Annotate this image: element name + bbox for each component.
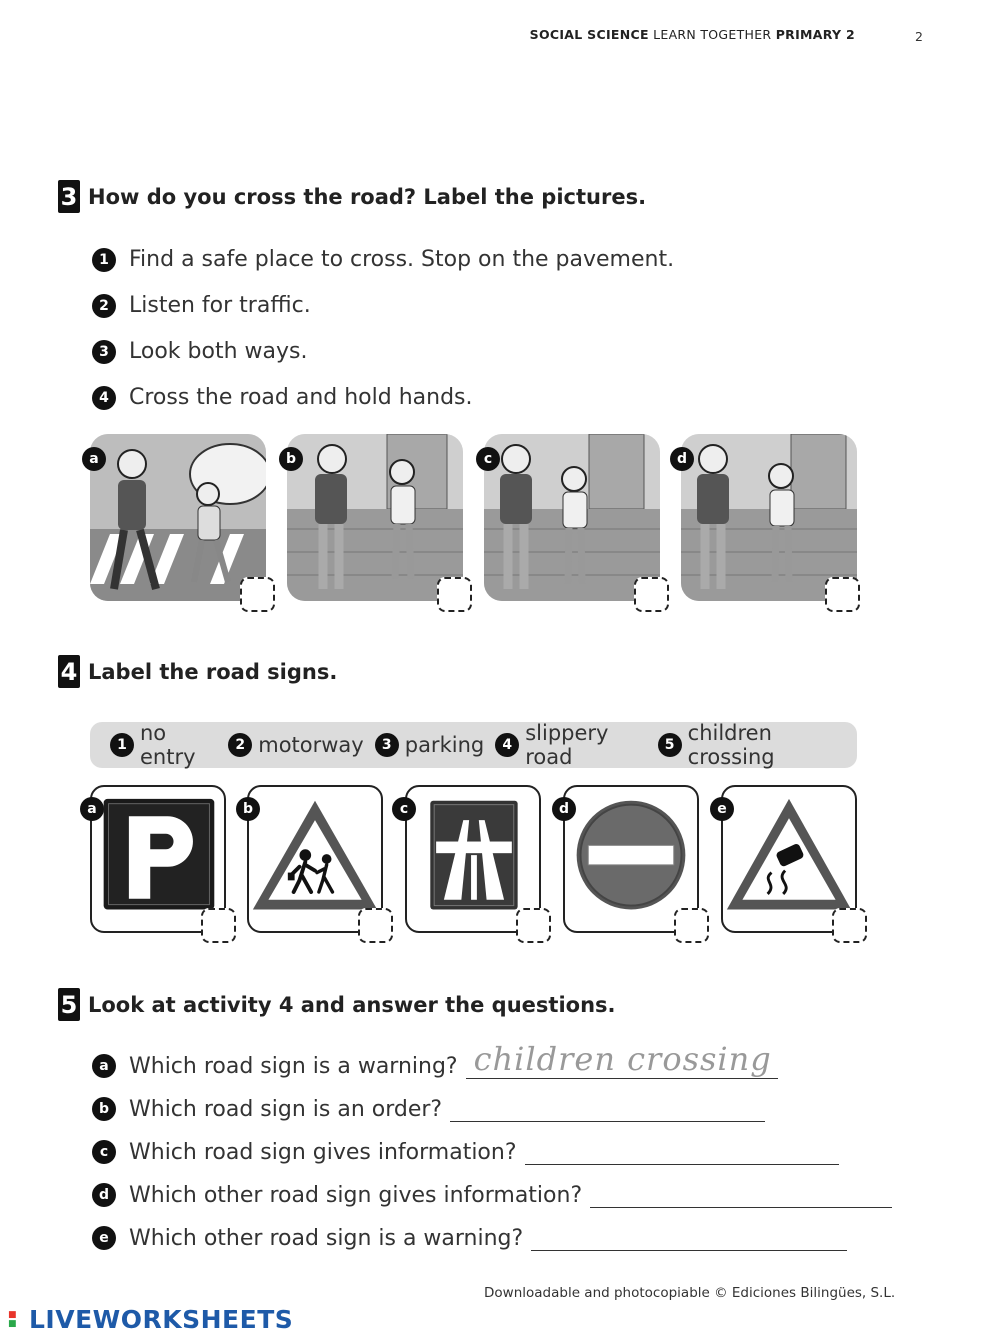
step-number: 1 bbox=[92, 248, 116, 272]
activity-5-number: 5 bbox=[58, 988, 80, 1021]
question-letter: e bbox=[92, 1226, 116, 1250]
answer-field[interactable] bbox=[531, 1225, 847, 1251]
answer-field[interactable] bbox=[450, 1096, 765, 1122]
header-series: LEARN TOGETHER bbox=[653, 27, 772, 42]
activity-4-number: 4 bbox=[58, 655, 80, 688]
question-text: Which road sign gives information? bbox=[129, 1139, 517, 1165]
answer-handwriting: children crossing bbox=[473, 1040, 772, 1078]
step-number: 3 bbox=[92, 340, 116, 364]
question-item bbox=[92, 1096, 765, 1122]
picture-crossing-road bbox=[90, 434, 266, 601]
answer-box[interactable] bbox=[825, 577, 860, 612]
word-bank-number: 1 bbox=[110, 733, 134, 757]
liveworksheets-logo[interactable] bbox=[8, 1305, 293, 1334]
header-level: PRIMARY 2 bbox=[775, 27, 855, 42]
word-bank-text: slippery road bbox=[525, 721, 609, 769]
step-text: Find a safe place to cross. Stop on the pavement. bbox=[129, 247, 675, 272]
word-bank-number: 3 bbox=[375, 733, 399, 757]
step-text: Listen for traffic. bbox=[129, 293, 311, 318]
word-bank-text: motorway bbox=[258, 733, 364, 757]
picture-label-d: d bbox=[670, 447, 694, 471]
sign-label-e: e bbox=[710, 797, 734, 821]
word-bank-text: children crossing bbox=[687, 721, 775, 769]
word-bank-text: no entry bbox=[140, 721, 196, 769]
word-bank-item bbox=[228, 733, 364, 757]
question-item bbox=[92, 1182, 892, 1208]
step-text: Look both ways. bbox=[129, 339, 308, 364]
picture-stopping bbox=[484, 434, 660, 601]
answer-box[interactable] bbox=[634, 577, 669, 612]
step-item bbox=[92, 247, 674, 272]
question-text: Which other road sign is a warning? bbox=[129, 1225, 524, 1251]
activity-3-number: 3 bbox=[58, 180, 80, 213]
sign-label-b: b bbox=[236, 797, 260, 821]
activity-5-title bbox=[58, 988, 616, 1021]
page-header bbox=[530, 27, 855, 42]
activity-5-heading: Look at activity 4 and answer the questions. bbox=[88, 992, 616, 1017]
sign-label-d: d bbox=[552, 797, 576, 821]
step-item bbox=[92, 339, 307, 364]
answer-box[interactable] bbox=[437, 577, 472, 612]
copyright-notice: Downloadable and photocopiable © Ediciones Bilingües, S.L. bbox=[484, 1285, 896, 1301]
answer-field[interactable] bbox=[590, 1182, 892, 1208]
liveworksheets-icon: ■ ■ bbox=[8, 1309, 17, 1329]
answer-box[interactable] bbox=[832, 908, 867, 943]
question-letter: a bbox=[92, 1054, 116, 1078]
question-item bbox=[92, 1139, 839, 1165]
step-text: Cross the road and hold hands. bbox=[129, 385, 473, 410]
step-number: 2 bbox=[92, 294, 116, 318]
word-bank-item bbox=[110, 721, 217, 769]
activity-3-heading: How do you cross the road? Label the pictures. bbox=[88, 184, 647, 209]
question-text: Which road sign is a warning? bbox=[129, 1053, 458, 1079]
question-item bbox=[92, 1225, 847, 1251]
picture-label-a: a bbox=[82, 447, 106, 471]
answer-box[interactable] bbox=[240, 577, 275, 612]
picture-label-c: c bbox=[476, 447, 500, 471]
answer-box[interactable] bbox=[516, 908, 551, 943]
answer-box[interactable] bbox=[674, 908, 709, 943]
picture-label-b: b bbox=[279, 447, 303, 471]
question-letter: c bbox=[92, 1140, 116, 1164]
step-number: 4 bbox=[92, 386, 116, 410]
question-text: Which other road sign gives information? bbox=[129, 1182, 583, 1208]
step-item bbox=[92, 385, 473, 410]
activity-3-title bbox=[58, 180, 646, 213]
question-text: Which road sign is an order? bbox=[129, 1096, 443, 1122]
activity-4-heading: Label the road signs. bbox=[88, 659, 338, 684]
word-bank-item bbox=[375, 733, 484, 757]
answer-box[interactable] bbox=[358, 908, 393, 943]
word-bank-text: parking bbox=[404, 733, 485, 757]
liveworksheets-brand: LIVEWORKSHEETS bbox=[29, 1305, 294, 1334]
page-number: 2 bbox=[915, 29, 923, 44]
picture-listening bbox=[287, 434, 463, 601]
question-letter: d bbox=[92, 1183, 116, 1207]
sign-label-c: c bbox=[392, 797, 416, 821]
answer-field[interactable] bbox=[525, 1139, 839, 1165]
word-bank-number: 4 bbox=[495, 733, 519, 757]
answer-field[interactable] bbox=[466, 1040, 778, 1079]
sign-label-a: a bbox=[80, 797, 104, 821]
header-subject: SOCIAL SCIENCE bbox=[529, 27, 649, 42]
question-letter: b bbox=[92, 1097, 116, 1121]
word-bank-item bbox=[658, 721, 846, 769]
word-bank-number: 2 bbox=[228, 733, 252, 757]
question-item bbox=[92, 1040, 778, 1079]
activity-4-title bbox=[58, 655, 337, 688]
word-bank-item bbox=[495, 721, 646, 769]
picture-looking bbox=[681, 434, 857, 601]
word-bank bbox=[90, 722, 857, 768]
word-bank-number: 5 bbox=[658, 733, 682, 757]
answer-box[interactable] bbox=[201, 908, 236, 943]
step-item bbox=[92, 293, 311, 318]
